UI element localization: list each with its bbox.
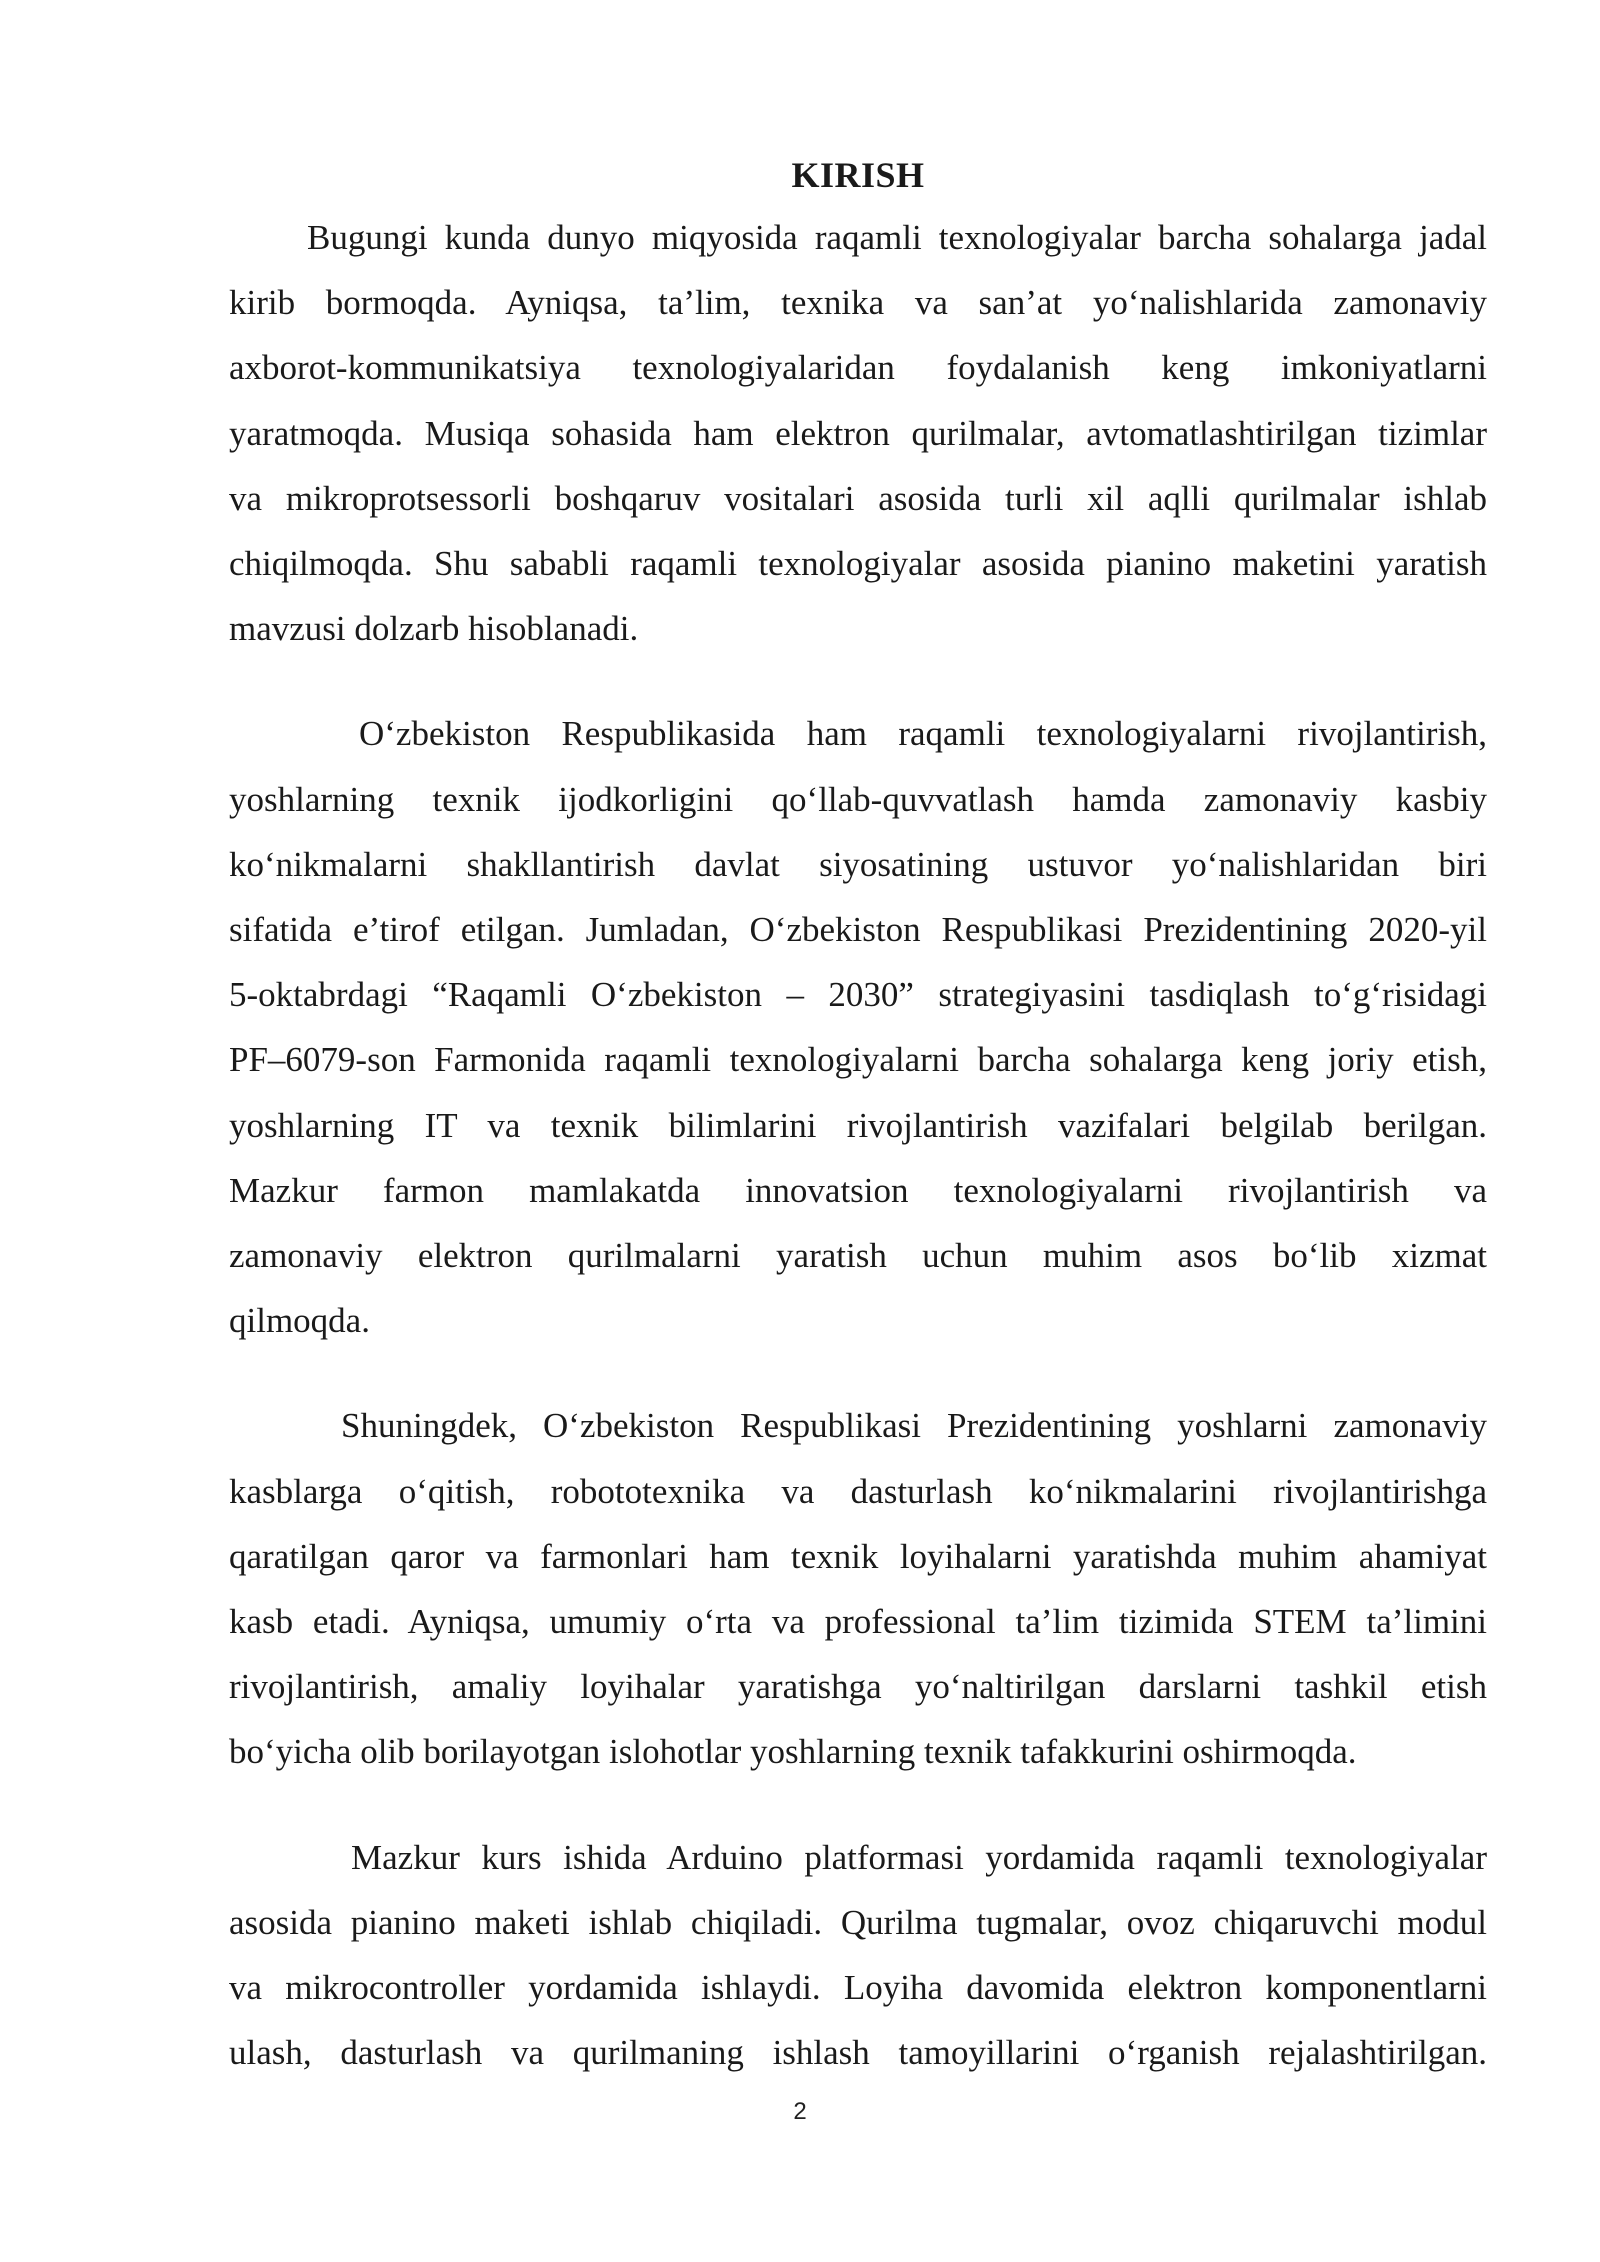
text-line: kirib bormoqda. Ayniqsa, ta’lim, texnika va san’at yo‘nalishlarida zamonaviy	[229, 283, 1487, 323]
page-content	[229, 145, 1487, 2085]
paragraph-presidential-decrees	[229, 1393, 1487, 1784]
text-line: Shuningdek, O‘zbekiston Respublikasi Prezidentining yoshlarni zamonaviy	[341, 1406, 1487, 1446]
text-line: Mazkur farmon mamlakatda innovatsion texnologiyalarni rivojlantirish va	[229, 1170, 1487, 1210]
text-line: Bugungi kunda dunyo miqyosida raqamli texnologiyalar barcha sohalarga jadal	[307, 218, 1487, 257]
text-line: qilmoqda.	[229, 1301, 370, 1341]
page-number: 2	[793, 2098, 807, 2125]
text-line: rivojlantirish, amaliy loyihalar yaratishga yo‘naltirilgan darslarni tashkil etish	[229, 1667, 1487, 1707]
text-line: va mikrocontroller yordamida ishlaydi. Loyiha davomida elektron komponentlarni	[229, 1968, 1487, 2008]
text-line: Mazkur kurs ishida Arduino platformasi yordamida raqamli texnologiyalar	[351, 1837, 1487, 1877]
text-line: sifatida e’tirof etilgan. Jumladan, O‘zbekiston Respublikasi Prezidentining 2020-yil	[229, 910, 1487, 950]
text-line: kasblarga o‘qitish, robototexnika va dasturlash ko‘nikmalarini rivojlantirishga	[229, 1471, 1487, 1511]
text-line: PF–6079-son Farmonida raqamli texnologiyalarni barcha sohalarga keng joriy etish,	[229, 1040, 1487, 1080]
text-line: yaratmoqda. Musiqa sohasida ham elektron qurilmalar, avtomatlashtirilgan tizimlar	[229, 413, 1487, 453]
text-line: va mikroprotsessorli boshqaruv vositalari asosida turli xil aqlli qurilmalar ishlab	[229, 478, 1487, 518]
text-line: kasb etadi. Ayniqsa, umumiy o‘rta va professional ta’lim tizimida STEM ta’limini	[229, 1602, 1487, 1642]
text-line: O‘zbekiston Respublikasida ham raqamli texnologiyalarni rivojlantirish,	[359, 714, 1487, 754]
text-line: qaratilgan qaror va farmonlari ham texnik loyihalarni yaratishda muhim ahamiyat	[229, 1536, 1487, 1576]
text-line: 5-oktabrdagi “Raqamli O‘zbekiston – 2030” strategiyasini tasdiqlash to‘g‘risidagi	[229, 975, 1487, 1015]
text-line: axborot-kommunikatsiya texnologiyalaridan foydalanish keng imkoniyatlarni	[229, 348, 1487, 388]
text-line: asosida pianino maketi ishlab chiqiladi. Qurilma tugmalar, ovoz chiqaruvchi modul	[229, 1902, 1487, 1942]
paragraph-intro	[229, 205, 1487, 661]
text-line: chiqilmoqda. Shu sababli raqamli texnologiyalar asosida pianino maketini yaratish	[229, 544, 1487, 584]
text-line: bo‘yicha olib borilayotgan islohotlar yoshlarning texnik tafakkurini oshirmoqda.	[229, 1732, 1357, 1772]
text-line: ulash, dasturlash va qurilmaning ishlash tamoyillarini o‘rganish rejalashtirilgan.	[229, 2033, 1487, 2073]
text-line: mavzusi dolzarb hisoblanadi.	[229, 609, 639, 649]
text-line: ko‘nikmalarni shakllantirish davlat siyosatining ustuvor yo‘nalishlaridan biri	[229, 844, 1487, 884]
text-line: yoshlarning IT va texnik bilimlarini rivojlantirish vazifalari belgilab berilgan.	[229, 1105, 1487, 1145]
paragraph-course-work	[229, 1825, 1487, 2086]
text-line: yoshlarning texnik ijodkorligini qo‘llab-quvvatlash hamda zamonaviy kasbiy	[229, 779, 1487, 819]
paragraph-uzbekistan-policy	[229, 701, 1487, 1353]
text-line: zamonaviy elektron qurilmalarni yaratish uchun muhim asos bo‘lib xizmat	[229, 1236, 1487, 1276]
page-title: KIRISH	[791, 155, 925, 195]
